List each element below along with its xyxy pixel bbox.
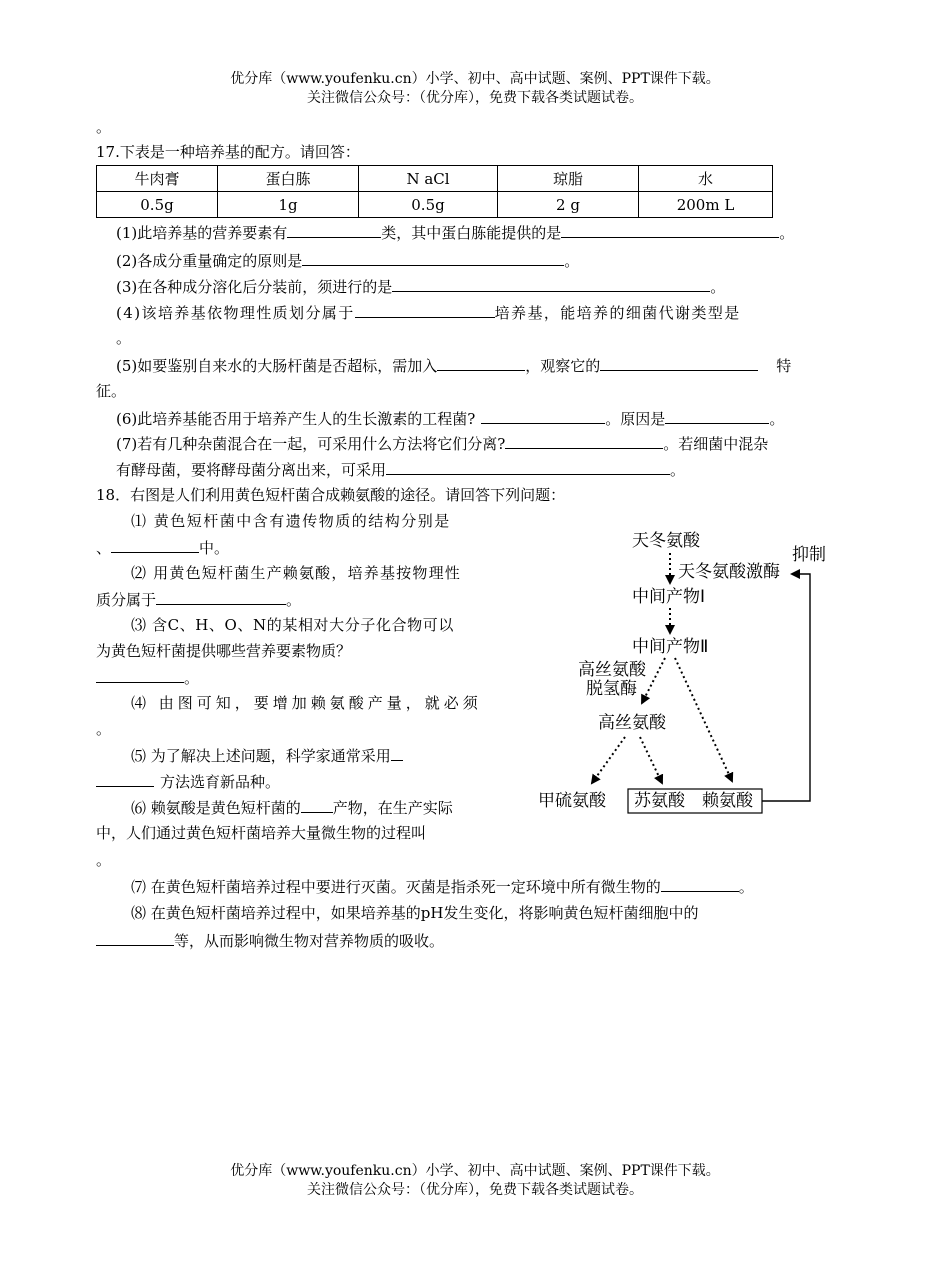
label-homoserine-dehydrogenase-1: 高丝氨酸 <box>578 660 646 680</box>
answer-blank[interactable] <box>392 276 710 292</box>
q18-item-2-cont: 质分属于 。 <box>96 591 302 609</box>
q18-item-6: ⑹ 赖氨酸是黄色短杆菌的 产物，在生产实际 <box>131 799 453 817</box>
q18-item-8-cont: 等，从而影响微生物对营养物质的吸收。 <box>96 930 444 951</box>
q17-item-7: (7)若有几种杂菌混合在一起，可采用什么方法将它们分离? 。若细菌中混杂 <box>116 435 769 453</box>
label-methionine: 甲硫氨酸 <box>538 791 606 811</box>
answer-blank[interactable] <box>665 408 769 424</box>
footer-line-2: 关注微信公众号：（优分库），免费下载各类试题试卷。 <box>307 1182 643 1198</box>
answer-blank[interactable] <box>386 459 670 475</box>
answer-blank[interactable] <box>481 408 605 424</box>
table-cell: 0.5g <box>359 192 498 218</box>
table-cell: 0.5g <box>97 192 218 218</box>
q18-item-2: ⑵ 用黄色短杆菌生产赖氨酸，培养基按物理性 <box>131 564 461 582</box>
answer-blank[interactable] <box>561 222 779 238</box>
table-header-cell: 蛋白胨 <box>218 166 359 192</box>
answer-blank[interactable] <box>437 355 525 371</box>
q18-item-1: ⑴ 黄色短杆菌中含有遗传物质的结构分别是 <box>131 512 451 530</box>
table-cell: 1g <box>218 192 359 218</box>
q18-item-6-cont: 中，人们通过黄色短杆菌培养大量微生物的过程叫 <box>96 824 427 842</box>
lysine-pathway-diagram <box>530 525 850 825</box>
q18-title: 18．右图是人们利用黄色短杆菌合成赖氨酸的途径。请回答下列问题： <box>96 486 566 504</box>
label-intermediate-1: 中间产物Ⅰ <box>632 587 706 607</box>
q18-item-7: ⑺ 在黄色短杆菌培养过程中要进行灭菌。灭菌是指杀死一定环境中所有微生物的 。 <box>131 878 754 896</box>
q18-item-4-end: 。 <box>96 720 112 738</box>
table-header-cell: 牛肉膏 <box>97 166 218 192</box>
arrow-intermediate2-to-lysine <box>675 658 732 781</box>
q18-item-6-end: 。 <box>96 851 112 869</box>
q18-item-5-cont: 方法选育新品种。 <box>96 771 280 792</box>
q17-item-4-end: 。 <box>116 329 132 347</box>
label-threonine: 苏氨酸 <box>634 791 685 811</box>
q17-item-5-end: 征。 <box>96 382 127 400</box>
footer-line-1: 优分库（www.youfenku.cn）小学、初中、高中试题、案例、PPT课件下载。 <box>230 1163 720 1179</box>
answer-blank[interactable] <box>156 589 286 605</box>
label-intermediate-2: 中间产物Ⅱ <box>632 637 709 657</box>
table-header-row <box>97 166 773 192</box>
label-inhibit: 抑制 <box>792 545 826 565</box>
q17-item-6: (6)此培养基能否用于培养产生人的生长激素的工程菌? 。原因是 。 <box>116 410 785 428</box>
header-line-1: 优分库（www.youfenku.cn）小学、初中、高中试题、案例、PPT课件下载。 <box>230 71 720 87</box>
label-aspartate: 天冬氨酸 <box>632 531 700 551</box>
answer-blank[interactable] <box>391 745 403 761</box>
q17-item-1: (1)此培养基的营养要素有 类，其中蛋白胨能提供的是 。 <box>116 224 795 242</box>
medium-recipe-table <box>96 165 773 218</box>
q18-item-1-cont: 、 中。 <box>96 539 230 557</box>
q18-item-3-answer: 。 <box>96 667 199 688</box>
answer-blank[interactable] <box>301 797 333 813</box>
header-line-2: 关注微信公众号：（优分库），免费下载各类试题试卷。 <box>307 90 643 106</box>
q18-item-5: ⑸ 为了解决上述问题，科学家通常采用 <box>131 745 403 766</box>
answer-blank[interactable] <box>661 876 739 892</box>
q18-item-8: ⑻ 在黄色短杆菌培养过程中，如果培养基的pH发生变化，将影响黄色短杆菌细胞中的 <box>131 904 699 922</box>
label-homoserine: 高丝氨酸 <box>598 713 666 733</box>
q17-title: 17.下表是一种培养基的配方。请回答： <box>96 143 360 161</box>
table-header-cell: 水 <box>639 166 773 192</box>
q18-item-3: ⑶ 含C、H、O、N的某相对大分子化合物可以 <box>131 616 454 634</box>
label-lysine: 赖氨酸 <box>702 791 753 811</box>
answer-blank[interactable] <box>355 302 495 318</box>
table-header-cell: N aCl <box>359 166 498 192</box>
answer-blank[interactable] <box>96 771 154 787</box>
table-header-cell: 琼脂 <box>498 166 639 192</box>
arrow-homoserine-to-threonine <box>640 737 662 783</box>
q18-item-4: ⑷ 由图可知，要增加赖氨酸产量，就必须 <box>131 694 482 712</box>
q17-item-2: (2)各成分重量确定的原则是 。 <box>116 252 580 270</box>
answer-blank[interactable] <box>302 250 564 266</box>
q17-item-7-cont: 有酵母菌，要将酵母菌分离出来，可采用 。 <box>116 461 686 479</box>
answer-blank[interactable] <box>111 537 199 553</box>
stray-mark: 。 <box>96 118 112 136</box>
q17-item-5: (5)如要鉴别自来水的大肠杆菌是否超标，需加入 ，观察它的 特 <box>116 357 792 375</box>
q17-item-3: (3)在各种成分溶化后分装前，须进行的是 。 <box>116 278 726 296</box>
table-row <box>97 192 773 218</box>
label-aspartate-kinase: 天冬氨酸激酶 <box>678 562 780 582</box>
answer-blank[interactable] <box>287 222 381 238</box>
answer-blank[interactable] <box>96 930 174 946</box>
table-cell: 200m L <box>639 192 773 218</box>
answer-blank[interactable] <box>505 433 663 449</box>
q17-item-4: (4)该培养基依物理性质划分属于 培养基，能培养的细菌代谢类型是 <box>116 304 741 322</box>
arrow-homoserine-to-methionine <box>592 737 625 783</box>
feedback-inhibition-arrow <box>762 574 810 801</box>
answer-blank[interactable] <box>96 667 184 683</box>
table-cell: 2 g <box>498 192 639 218</box>
answer-blank[interactable] <box>600 355 758 371</box>
label-homoserine-dehydrogenase-2: 脱氢酶 <box>586 679 637 699</box>
q18-item-3-cont: 为黄色短杆菌提供哪些营养要素物质？ <box>96 642 352 660</box>
